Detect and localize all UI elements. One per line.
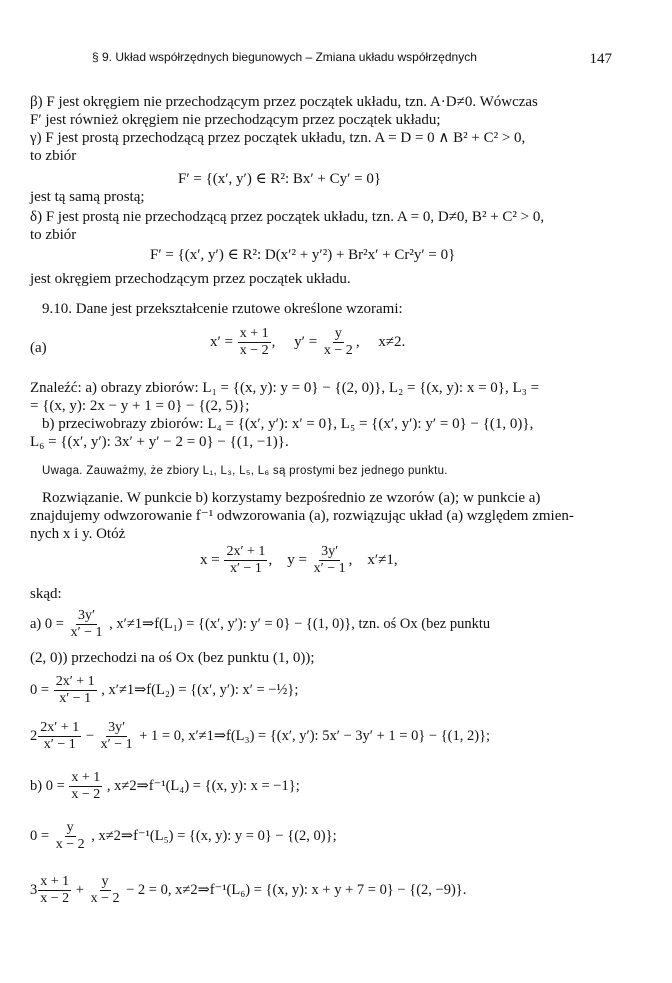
equation-label: (a)	[30, 340, 47, 356]
exercise-heading: 9.10. Dane jest przekształcenie rzutowe określone wzorami:	[42, 301, 403, 317]
text-line: b) przeciwobrazy zbiorów: L₄ = {(x′, y′): x′ = 0}, L₅ = {(x′, y′): y′ = 0} − {(1, 0)},	[42, 416, 534, 432]
header-title: § 9. Układ współrzędnych biegunowych – Zmiana układu współrzędnych	[92, 50, 477, 64]
text-line: β) F jest okręgiem nie przechodzącym przez początek układu, tzn. A·D≠0. Wówczas	[30, 94, 538, 110]
text-line: to zbiór	[30, 148, 77, 164]
remark: Uwaga. Zauważmy, że zbiory L₁, L₃, L₅, L₆ są prostymi bez jednego punktu.	[42, 465, 448, 477]
solution-line: b) 0 = $\frac{x + 1}{x - 2}$ , x≠2⇒f⁻¹(L₄) = {(x, y): x = −1};	[30, 770, 300, 802]
equation-a: x′ = $\frac{x + 1}{x - 2}$ , y′ = $\frac{y}{x - 2}$ , x≠2.	[210, 326, 406, 358]
text-line: znajdujemy odwzorowanie f⁻¹ odwzorowania (a), rozwiązując układ (a) względem zmien-	[30, 508, 574, 524]
solution-line: 0 = $\frac{2x' + 1}{x' - 1}$ , x′≠1⇒f(L₂) = {(x′, y′): x′ = −½};	[30, 674, 299, 706]
page-number: 147	[589, 51, 612, 67]
equation: F′ = {(x′, y′) ∈ R²: D(x′² + y′²) + Br²x′ + Cr²y′ = 0}	[150, 247, 456, 263]
text-line: L₆ = {(x′, y′): 3x′ + y′ − 2 = 0} − {(1, −1)}.	[30, 434, 289, 450]
solution-line: 3 $\frac{x + 1}{x - 2}$ + $\frac{y}{x - 2}$ − 2 = 0, x≠2⇒f⁻¹(L₆) = {(x, y): x + y + 7 = 0} − {(2, −9)}.	[30, 874, 467, 906]
text-line: F′ jest również okręgiem nie przechodzącym przez początek układu;	[30, 112, 441, 128]
text-line: Znaleźć: a) obrazy zbiorów: L₁ = {(x, y): y = 0} − {(2, 0)}, L₂ = {(x, y): x = 0}, L₃ =	[30, 380, 540, 396]
text-line: Rozwiązanie. W punkcie b) korzystamy bezpośrednio ze wzorów (a); w punkcie a)	[42, 490, 541, 506]
text-line: γ) F jest prostą przechodzącą przez początek układu, tzn. A = D = 0 ∧ B² + C² > 0,	[30, 130, 526, 146]
solution-line: a) 0 = $\frac{3y'}{x' - 1}$ , x′≠1⇒f(L₁) = {(x′, y′): y′ = 0} − {(1, 0)}, tzn. oś Ox (bez punktu	[30, 608, 491, 640]
running-header	[92, 50, 612, 68]
text-line: skąd:	[30, 586, 62, 602]
text-line: jest tą samą prostą;	[30, 189, 145, 205]
equation: F′ = {(x′, y′) ∈ R²: Bx′ + Cy′ = 0}	[178, 171, 382, 187]
text-line: nych x i y. Otóż	[30, 526, 126, 542]
solution-line: 0 = $\frac{y}{x - 2}$ , x≠2⇒f⁻¹(L₅) = {(x, y): y = 0} − {(2, 0)};	[30, 820, 337, 852]
text-line: jest okręgiem przechodzącym przez początek układu.	[30, 271, 351, 287]
text-line: = {(x, y): 2x − y + 1 = 0} − {(2, 5)};	[30, 398, 250, 414]
text-line: δ) F jest prostą nie przechodzącą przez początek układu, tzn. A = 0, D≠0, B² + C² > 0,	[30, 209, 545, 225]
text-line: to zbiór	[30, 227, 77, 243]
equation-inverse: x = $\frac{2x' + 1}{x' - 1}$ , y = $\frac{3y'}{x' - 1}$ , x′≠1,	[200, 544, 398, 576]
text-line: (2, 0)) przechodzi na oś Ox (bez punktu (1, 0));	[30, 650, 315, 666]
solution-line: 2 $\frac{2x' + 1}{x' - 1}$ − $\frac{3y'}{x' - 1}$ + 1 = 0, x′≠1⇒f(L₃) = {(x′, y′): 5x′ − 3y′ + 1 = 0} − {(1, 2)};	[30, 720, 491, 752]
